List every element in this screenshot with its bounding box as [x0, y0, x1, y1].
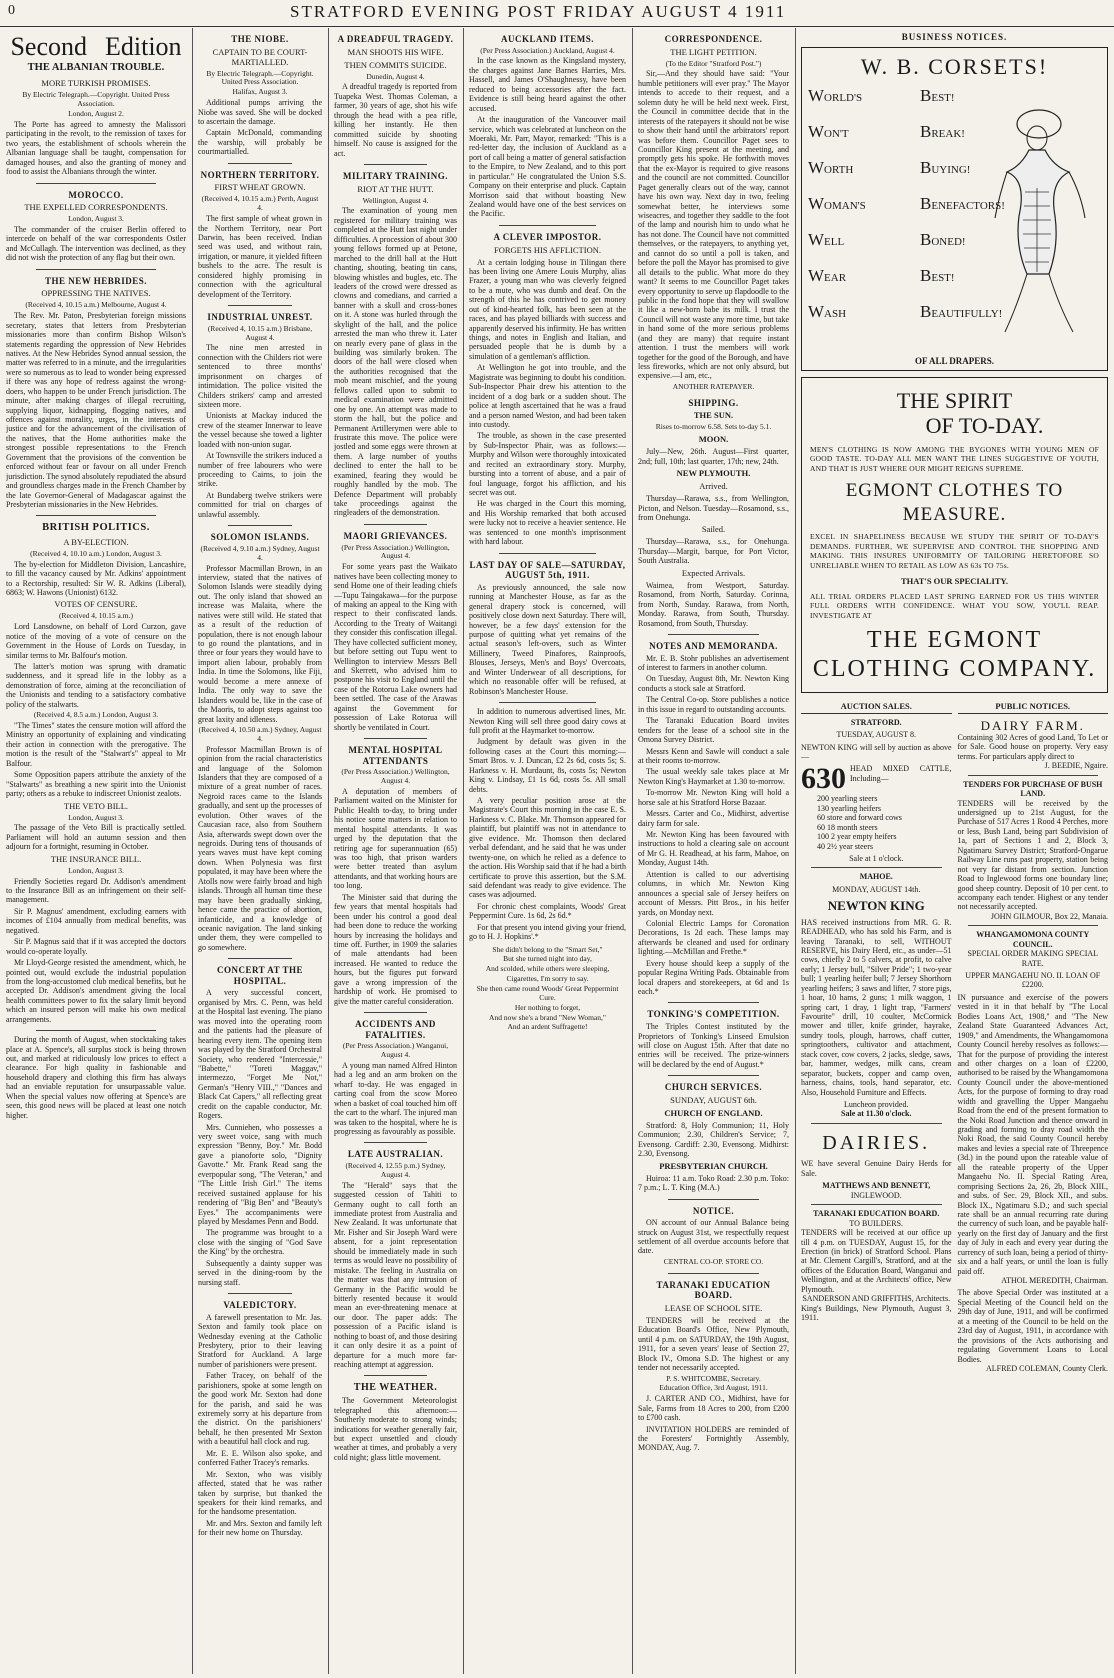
notes-headline: NOTES AND MEMORANDA.	[649, 640, 778, 651]
column-rule	[463, 28, 464, 1674]
notices-subcolumns	[801, 699, 1108, 1374]
corset-slogan-line: WORTH BUYING!	[808, 157, 971, 177]
column-5: CORRESPONDENCE. THE LIGHT PETITION. (To the Editor "Stratford Post.") Sir,—And they should have said: "Your humble petitioners will ever pray." The Mayor intends to accede to their request, and a solemn duty he will be held next week. First, the Council in committee decide that in the interests of the ratepayers it should not be wise to show their hand until the arbitrators' report was before them. Councillor Paget sees to Councillor King present at the meeting, and promptly gets his spoke. He forthwith moves that the ex-Mayor is required to give reasons and the council are not committed. Councillor Paget generally clears out of the way, cannot have his own way. Next day in two, feeling somewhat better, he interviews some wiseacres, and together they saddle to the foot of the lamp and nourish him to undo what he has not done. The Council have not committed themselves, or the ratepayers, to anything yet, and cannot do so until a poll is taken, and before the poll the Mayor has promised to give all details to the public. What more do they want? It seems to me Councillor Paget takes every opportunity to serve up flapdoodle to the public in the fond hope that they will swallow it like a new-born babe its milk. I trust the Council will not waste any more time, but take in hand some of the more serious problems (and they are many) that require instant attention. I trust the members will work together for the good of the Borough, and have less fireworks, which are not only absurd, but expensive.—I am, etc., ANOTHER RATEPAYER. SHIPPING. THE SUN. Rises to-morrow 6.58. Sets to-day 5.1. MOON. July—New, 26th. August—First quarter, 2nd; full, 10th; last quarter, 17th; new, 24th. NEW PLYMOUTH. Arrived. Thursday—Rarawa, s.s., from Wellington, Picton, and Nelson. Tuesday—Rosamond, s.s., from Onehunga. Sailed. Thursday—Rarawa, s.s., for Onehunga. Thursday—Margit, barque, for Port Victor, South Australia. Expected Arrivals. Waimea, from Westport, Saturday. Rosamond, from North, Saturday. Corinna, from North, Sunday. Rarawa, from North, Monday. Rarawa, from South, Thursday. Rosamond, from South, Thursday. NOTES AND MEMORANDA. Mr. E. B. Stohr publishes an advertisement of interest to farmers in another column. On Tuesday, August 8th, Mr. Newton King conducts a stock sale at Stratford. The Central Co-op. Store publishes a notice in this issue in regard to outstanding accounts. The Taranaki Education Board invites tenders for the lease of a school site in the Omona Survey District. Messrs Kenn and Sawle will conduct a sale at their rooms to-morrow. The usual weekly sale takes place at Mr Newton King's Haymarket at 1.30 to-morrow. To-morrow Mr. Newton King will hold a horse sale at his Stratford Horse Bazaar. Messrs. Carter and Co., Midhirst, advertise dairy farm for sale. Mr. Newton King has been favoured with instructions to hold a clearing sale on account of Mr G. H. Readhead, at his farm, Mahoe, on Monday, August 14th. Attention is called to our advertising columns, in which Mr. Newton King announces a special sale of Jersey heifers on account of Messrs. Pitt Bros., in his heifer yards, on Monday next. Colonial Electric Lamps for Coronation Decorations, 1s 2d each. These lamps may afterwards be cleaned and used for ordinary lighting.—McMillan and Frethe.* Every house should keep a supply of the popular Regina Writing Pads. Obtainable from local drapers and storekeepers, at 6d and 1s each.* TONKING'S COMPETITION. The Triples Contest instituted by the Proprietors of Tonking's Linseed Emulsion will close on August 15th. After that date no entries will be received. The prize-winners will be declared by the end of August.* CHURCH SERVICES. SUNDAY, AUGUST 6th. CHURCH OF ENGLAND. Stratford: 8, Holy Communion; 11, Holy Communion; 2.30, Children's Service; 7, Evensong. Cardiff: 2.30, Evensong. Midhirst: 2.30, Evensong. PRESBYTERIAN CHURCH. Huiroa: 11 a.m. Toko Road: 2.30 p.m. Toko: 7 p.m.; L. T. King (M.A.) NOTICE. ON account of our Annual Balance being struck on August 31st, we respectfully request settlement of all overdue accounts before that date. CENTRAL CO-OP. STORE CO. TARANAKI EDUCATION BOARD. LEASE OF SCHOOL SITE. TENDERS will be received at the Education Board's Office, New Plymouth, until 4 p.m. on SATURDAY, the 19th August, 1911, for a seven years' lease of Section 27, Block IV., Omona S.D. The highest or any tender not necessarily accepted. P. S. WHITCOMBE, Secretary. Education Office, 3rd August, 1911. J. CARTER AND CO., Midhirst, have for Sale, Farms from 18 Acres to 200, from £200 to £700 cash. INVITATION HOLDERS are reminded of the Foresters' Fortnightly Assembly, MONDAY, Aug. 7.	[638, 34, 789, 1453]
auction-item-list	[801, 794, 952, 851]
auction-item: 60 18 month steers	[817, 822, 878, 832]
shipping-headline: SHIPPING.	[688, 397, 739, 408]
impostor-headline: A CLEVER IMPOSTOR.	[493, 231, 602, 242]
column-rule	[795, 28, 796, 1674]
niobe-headline: THE NIOBE.	[231, 34, 289, 44]
business-notices-header: BUSINESS NOTICES.	[901, 32, 1008, 42]
valedictory-headline: VALEDICTORY.	[223, 1300, 297, 1311]
auckland-headline: AUCKLAND ITEMS.	[500, 34, 594, 44]
auction-item: 130 yearling heifers	[817, 803, 881, 813]
masthead	[0, 0, 1114, 27]
notice-headline: NOTICE.	[692, 1205, 735, 1216]
column-rule	[632, 28, 633, 1674]
corset-slogan-line: WEAR BEST!	[808, 265, 955, 285]
auction-item: 40 2½ year steers	[817, 841, 873, 851]
article-paragraph: The commander of the cruiser Berlin offered to intercede on behalf of the war correspondents Ostler and McCullagh. The intervention was declined, as they did not wish the protection of any flag but their own.	[6, 225, 186, 263]
spence-notice: During the month of August, when stocktaking takes place at A. Spence's, all surplus stock is being thrown out, and marked at ridiculously low prices to effect a clearance. For high quality in fashionable and household drapery and clothing this firm has always had an enviable reputation for unsurpassable value. When the special values now offering at Spence's are seen, this good news will be placed at least one notch higher.	[6, 1035, 186, 1120]
column-rule	[192, 28, 193, 1674]
hebrides-headline: THE NEW HEBRIDES.	[44, 275, 148, 286]
concert-headline: CONCERT AT THE HOSPITAL.	[216, 965, 304, 986]
public-notices: PUBLIC NOTICES. DAIRY FARM. Containing 302 Acres of good Land, To Let or for Sale. Good house on property. Very easy terms. For particulars apply direct to J. BEEDIE, Ngaire. TENDERS FOR PURCHASE OF BUSH LAND. TENDERS will be received by the undersigned up to 21st August, for the Purchase of 517 Acres 1 Rood 4 Perches, more or less, Bush Land, being part Subdivision of 1a, part of Sections 1 and 2, Block 3, Ngatimaru Survey District; Stratford-Ongarue Railway Line runs past property, station being not very far distant from section. Junction Road to Inglewood forms one boundary line; good sheep country. Deposit of 10 per cent. to accompany each tender. Highest or any tender not necessarily accepted. JOHN GILMOUR, Box 22, Manaia. WHANGAMOMONA COUNTY COUNCIL. SPECIAL ORDER MAKING SPECIAL RATE. UPPER MANGAEHU NO. II. LOAN OF £2200. IN pursuance and exercise of the powers vested in it in that behalf by "The Local Bodies Loans Act, 1908," and "The New Zealand State Guaranteed Advances Act, 1909," and Amendments, the Whangamomona County Council hereby resolves as follows:—That for the purpose of providing the interest and other charges on a loan of £2200, authorised to be raised by the Whangamomona County Council under the above-mentioned Acts, for the purpose of forming to dray road width and gravelling the Upper Mangaehu Road from the end of the present formation to the Noki Road Junction and thence onward in grading and forming to dray road width the Noki Road, the said County Council hereby makes and levies a special rate of Threepence (3d.) in the pound upon the rateable value of all the rateable property of the Upper Mangaehu No. II. Special Rating Area, comprising Sections 2a, 26, 2b, Block XIII., and subs. of Sec. 29, Block XII., and subs. Block IX., Ngatimaru S.D.; and such special rate shall be an annual recurring rate during the currency of such loan, and be payable half-yearly on the first day of January and the first day of July in each and every year during the currency of such loan, being a period of thirty-six and a half years, or until the loan is fully paid off. ATHOL MEREDITH, Chairman. The above Special Order was instituted at a Special Meeting of the Council held on the 29th day of June, 1911, and will be confirmed at a meeting of the Council to be held on the 23rd day of August, 1911, in accordance with the provisions of the Acts authorising and regulating Government Loans to Local Bodies. ALFRED COLEMAN, County Clerk.	[957, 700, 1108, 1373]
correspondence-headline: CORRESPONDENCE.	[664, 34, 763, 44]
column-rule	[328, 28, 329, 1674]
weather-headline: THE WEATHER.	[353, 1382, 438, 1394]
article-paragraph: The Porte has agreed to amnesty the Malissori participating in the revolt, to the remission of taxes for two years, the establishment of schools wherein the Albanian language shall be taught, compensation for damaged houses, and also the granting of money and food to assist the Albanians through the winter.	[6, 119, 186, 177]
tonking-headline: TONKING'S COMPETITION.	[647, 1009, 780, 1020]
territory-headline: NORTHERN TERRITORY.	[200, 169, 320, 180]
dairies-title: DAIRIES.	[822, 1131, 931, 1154]
politics-headline: BRITISH POLITICS.	[42, 522, 150, 534]
corsets-advert: W. B. CORSETS! WORLD'S BEST! WON'T BREAK! WORTH BUYING! WOMAN'S BENEFACTORS! WELL BONED! WEAR BEST! WASH BEAUTIFULLY! OF ALL DRAPERS.	[801, 47, 1108, 372]
auction-sales: AUCTION SALES. STRATFORD. TUESDAY, AUGUST 8. NEWTON KING will sell by auction as above— 630 HEAD MIXED CATTLE, Including— 200 yearling steers 130 yearling heifers 60 store and forward cows 60 18 month steers 100 2 year empty heifers 40 2½ year steers Sale at 1 o'clock. MAHOE. MONDAY, AUGUST 14th. NEWTON KING HAS received instructions from MR. G. R. READHEAD, who has sold his Farm, and is leaving Taranaki, to sell, WITHOUT RESERVE, his Dairy Herd, etc., as under—51 cows, chiefly 2 to 5 calvers, at profit, to calve early; 1 Jersey bull, "Silver Pride"; 1 two-year bull; 1 yearling heifer bull; 7 Jersey Shorthorn yearling heifers; 3 saws and lifter, 7 store pigs, 1 hoar, 10 hams, 2 guns; 1 milk waggon, 1 spring cart, 1 dray, 1 light trap, "Farmers' Favourite" drill, 10 coulter, McCormick mower and tiller, knife grinder, hayrake, sundry tools, plough, harrows, chaff cutter, springtoothers, cultivator and attachment, stack cover, cow covers, 2 jacks, sledge, saws, bar, hammer, wedges, milk cans, cream separator, buckets, copper and camp oven, harness, chains, tools, hand separator, etc. Also, Household Furniture and Effects. Luncheon provided. Sale at 11.30 o'clock. DAIRIES. WE have several Genuine Dairy Herds for Sale. MATTHEWS AND BENNETT, INGLEWOOD. TARANAKI EDUCATION BOARD. TO BUILDERS. TENDERS will be received at our office up till 4 p.m. on TUESDAY, August 15, for the Erection (in brick) of Stratford School. Plans at Mr. Clement Cargill's, Stratford, and at the offices of the Education Board, Wanganui and Wellington, and at the Architects' office, New Plymouth. SANDERSON AND GRIFFITHS, Architects. King's Buildings, New Plymouth, August 3, 1911.	[801, 700, 952, 1322]
tragedy-headline: A DREADFUL TRAGEDY.	[337, 34, 454, 44]
auction-item: 60 store and forward cows	[817, 813, 902, 823]
egmont-clothing-advert: THE SPIRIT OF TO-DAY. MEN'S CLOTHING IS NOW AMONG THE BYGONES WITH YOUNG MEN OF GOOD TASTE. TO-DAY ALL MEN WANT THE LINES SUGGESTIVE OF YOUTH, AND THAT IS JUST WHERE OUR MIGHT REIGNS SUPREME. EGMONT CLOTHES TO MEASURE. EXCEL IN SHAPELINESS BECAUSE WE STUDY THE SPIRIT OF TO-DAY'S DEMANDS. FURTHER, WE SUPERVISE AND CONTROL THE SHOPPING AND MAKING. THIS INSURES UNIFORMITY OF TAILORING HERETOFORE SO UNRELIABLE WHEN TO RETAIL AS LOW AS 63s TO 75s. THAT'S OUR SPECIALITY. ALL TRIAL ORDERS PLACED LAST SPRING EARNED FOR US THIS WINTER FULL ORDERS WITH CONFIDENCE. WHAT YOU SOW, YOU'LL REAP. INVESTIGATE AT THE EGMONT CLOTHING COMPANY.	[801, 377, 1108, 692]
corsets-title: W. B. CORSETS!	[860, 53, 1049, 79]
corset-slogan-line: WELL BONED!	[808, 229, 966, 249]
military-headline: MILITARY TRAINING.	[342, 170, 449, 181]
auction-item: 200 yearling steers	[817, 794, 878, 804]
egmont-clothes-banner: EGMONT CLOTHES TO MEASURE.	[845, 479, 1064, 525]
solomon-headline: SOLOMON ISLANDS.	[210, 532, 310, 543]
mental-headline: MENTAL HOSPITAL ATTENDANTS	[348, 745, 443, 766]
egmont-company-name: THE EGMONT CLOTHING COMPANY.	[812, 627, 1097, 682]
corset-slogan-line: WORLD'S BEST!	[808, 85, 955, 105]
auction-item: 100 2 year empty heifers	[817, 832, 897, 842]
column-4: AUCKLAND ITEMS. (Per Press Association.) Auckland, August 4. In the case known as the Kingsland mystery, the charges against Jane Barnes Harries, Mrs. Hassell, and James O'Shaughnessy, have been reduced to being accessories after the fact. Evidence is still being heard against the other accused. At the inauguration of the Vancouver mail service, which was celebrated at luncheon on the Moeraki, Mr. Parr, Mayor, remarked: "This is a red-letter day, the inclusion of Auckland as a port of call being a matter of general satisfaction to the Empire, to New Zealand, and to this port in particular." He congratulated the Union S.S. Company on their enterprise and pluck. Captain Morrison said that without boasting New Zealand would have one of the best services on the Pacific. A CLEVER IMPOSTOR. FORGETS HIS AFFLICTION. At a certain lodging house in Tilingan there has been living one Amere Louis Murphy, alias Frazer, a young man who was cleverly feigned to be a mute, who was dumb and deaf. On the strength of this he has contrived to get money out of kind-hearted folk, has been seen at the races, and has played billiards with success and apparently deserved his infirmity. He has written things, and notes in English and Italian, and persuaded people that he is dumb by a simulation of a gentleman's affliction. At Wellington he got into trouble, and the Magistrate was beginning to doubt his condition. Sub-Inspector Phair drew his attention to the incident of a dog bark or a sudden shout. The police at length ascertained that he was a fraud and a person named Weston, and had been taken into custody. The trouble, as shown in the case presented by Sub-Inspector Phair, was as follows:—Murphy and Wilson were thoroughly intoxicated and recited an extraordinary story. Murphy, bursting into a torrent of abuse, and a pair of foul language, forgot his affliction, and his secret was out. He was charged in the Court this morning, and His Worship remarked that both accused were lucky not to receive a heavier sentence. He was sentenced to one month's imprisonment with hard labour. LAST DAY OF SALE—SATURDAY, AUGUST 5th, 1911. As previously announced, the sale now running at Manchester House, as far as the general drapery stock is concerned, will positively close down next Saturday. There will, however, be a few days' extension for the purpose of quitting what yet remains of the actual season's left-overs, such as Winter Millinery, Tweed Pinafores, Rainproofs, Blouses, Jerseys, Men's and Boys' Overcoats, and Winter Underwear of all descriptions, for which no reasonable offer will be refused, at Robinson's Manchester House. In addition to numerous advertised lines, Mr. Newton King will sell three good dairy cows at full profit at the Haymarket to-morrow. Judgment by default was given in the following cases at the Court this morning:—Smart Bros. v. J. Duncan, £2 2s 6d, costs 5s; S. Harkness v. H. Murdaunt, 8s, costs 5s; Newton King v. Lindsay, £1 1s 6d, costs 5s. All small debts. A very peculiar position arose at the Magistrate's Court this morning in the case E. S. Harkness v. C. Blake. Mr. Thomson appeared for plaintiff, but plaintiff was not in attendance to give evidence. Mr. Thomson then declared verbal defendant, and he said that he was under twenty-one, on which he relied as a defence to the action. His Worship said that if he had a birth certificate to prove this assertion, but the S.M. said defendant was ready to give evidence. The cases was adjourned. For chronic chest complaints, Woods' Great Peppermint Cure. 1s 6d, 2s 6d.* For that present you intend giving your friend, go to H. J. Hopkins'.* She didn't belong to the "Smart Set," But she turned night into day, And scolded, while others were sleeping, Cigarettes, I'm sorry to say. She then came round Woods' Great Peppermint Cure. Her nothing to forget, And now she's a brand "New Woman," And an ardent Suffragette!	[469, 34, 626, 1032]
accidents-headline: ACCIDENTS AND FATALITIES.	[355, 1019, 436, 1040]
church-headline: CHURCH SERVICES.	[664, 1082, 763, 1093]
maori-headline: MAORI GRIEVANCES.	[343, 530, 448, 541]
column-3: A DREADFUL TRAGEDY. MAN SHOOTS HIS WIFE. THEN COMMITS SUICIDE. Dunedin, August 4. A dreadful tragedy is reported from Tuapeka West. Thomas Coleman, a farmer, 30 years of age, shot his wife through the head with a pea rifle, killing her instantly. He then committed suicide by shooting himself. No cause is assigned for the act. MILITARY TRAINING. RIOT AT THE HUTT. Wellington, August 4. The examination of young men registered for military training was completed at the Hutt last night under difficulties. A procession of about 300 young fellows formed up at Petone, marched to the drill hall at the Hutt chanting, shouting, beating tin cans, blowing whistles and bugles, etc. The leaders of the crowd were dressed as clowns and comedians, and carried a banner with a skull and cross-bones on it. A stone was hurled through the skylight of the hall, and the police arrested the man who threw it. Later on nearly every pane of glass in the building was similarly broken. The doors of the hall were closed when the authorities recognised that the mob meant mischief, and the young fellows called upon to submit to medical examination were admitted one by one. An attempt was made to storm the hall, but the police and Permanent Artillerymen were able to frustrate this move. The police were jostled and some eggs were thrown at them. A large number of youths declined to enter the hall to be examined, fearing they would be roughly handled by the mob. The Defence Department will probably take proceedings against the ringleaders of the demonstration. MAORI GRIEVANCES. (Per Press Association.) Wellington, August 4. For some years past the Waikato natives have been collecting money to send Home one of their leading chiefs—Tupu Taingakawa—for the purpose of making an appeal to the King with respect to their confiscated lands. According to the Treaty of Waitangi they consider this confiscation illegal. They have collected sufficient money, but before setting out Tupu went to Wellington to interview Messrs Bell and Skerrett, who advised him to postpone his visit to England until the case of the Rotorua Lake owners had been settled. The case of the Arawas against the Government for possession of Lake Rotorua will shortly be ventilated in Court. MENTAL HOSPITAL ATTENDANTS (Per Press Association.) Wellington, August 4. A deputation of members of Parliament waited on the Minister for Public Health to-day, to bring under his notice some matters in relation to mental hospital attendants. It was urged by the deputation that the retiring age for superannuation (65) was too high, that prison warders were better treated than asylum attendants, and that working hours are too long. The Minister said that during the few years that mental hospitals had been under his control a good deal had been done to reduce the working hours by increasing the holidays and time off. Further, in 1909 the salaries of male attendants had been increased. He wanted to reduce the hours, but the figures put forward gave a wrong impression of the hardship of work. He promised to give the matter careful consideration. ACCIDENTS AND FATALITIES. (Per Press Association.) Wanganui, August 4. A young man named Alfred Hinton had a leg and an arm broken on the wharf to-day. He was engaged in carting coal from the scow Moreo when a basket of coal touched him off the cart to the wharf. The injured man was taken to the hospital, where he is progressing as favourably as possible. LATE AUSTRALIAN. (Received 4, 12.55 p.m.) Sydney, August 4. The "Herald" says that the suggested cession of Tahiti to Germany ought to call forth an immediate protest from Australia and New Zealand. It was unfortunate that Mr. Fisher and Sir Joseph Ward were absent, for a joint representation should be immediately made in such terms as would leave no possibility of mistake. The feeling in Australia on the matter was that any intrusion of Germany in the Pacific would be bitterly resented because it would mean an ever-threatening menace at our door. The paper adds: The possession of a Pacific island is nothing to boast of, and those desiring it can only desire it as a point of departure for a much more far-reaching attempt at aggression. THE WEATHER. The Government Meteorologist telegraphed this afternoon:—Southerly moderate to strong winds; indications for weather generally fair, but expect unsettled and cloudy weather at times, and probably a very cold night; glass little movement.	[334, 34, 457, 1462]
corset-slogan-line: WON'T BREAK!	[808, 121, 965, 141]
page-number: 0	[8, 3, 17, 18]
spirit-title: THE SPIRIT OF TO-DAY.	[896, 388, 1044, 439]
second-edition-banner: Second Edition	[10, 32, 182, 61]
corset-slogan-line: WASH BEAUTIFULLY!	[808, 301, 1003, 321]
column-1: Second Edition THE ALBANIAN TROUBLE. MORE TURKISH PROMISES. By Electric Telegraph.—Copyright. United Press Association. London, August 2. The Porte has agreed to amnesty the Malissori participating in the revolt, to the remission of taxes for two years, the establishment of schools wherein the Albanian language shall be taught, compensation for damaged houses, and also the granting of money and food to assist the Albanians through the winter. MOROCCO. THE EXPELLED CORRESPONDENTS. London, August 3. The commander of the cruiser Berlin offered to intercede on behalf of the war correspondents Ostler and McCullagh. The intervention was declined, as they did not wish the protection of any flag but their own. THE NEW HEBRIDES. OPPRESSING THE NATIVES. (Received 4, 10.15 a.m.) Melbourne, August 4. The Rev. Mr. Paton, Presbyterian foreign missions secretary, states that letters from Presbyterian missionaries more than confirm Bishop Wilson's statements regarding the oppression of New Hebrides natives. At the New Hebrides Synod annual session, the matter was referred to in a minute, and the irregularities were so numerous as to lead to wonder being expressed if there was any hope of redress against the wrong-doers, who happen to be under French jurisdiction. The minute, after making charges of illegal recruiting, supplying liquor, kidnapping, flogging natives, and offences against morality, urges, in the interests of justice and for the advancement of the civilisation of the natives, that the Home authorities make the strongest possible representations to the French Government that the provisions of the convention be enforced without fear or favour on all under French jurisdiction. The synod absolutely repudiated the absurd and groundless charges made in the French Chamber by the late Governor-General of Madagascar against the Presbyterian missionaries in the New Hebrides. BRITISH POLITICS. A BY-ELECTION. (Received 4, 10.10 a.m.) London, August 3. The by-election for Middleton Division, Lancashire, to fill the vacancy caused by Mr. Adkins' appointment to a Rectorship, resulted: Sir W. R. Adkins (Liberal), 6863; W. Hawons (Unionist) 6132. VOTES OF CENSURE. (Received 4, 10.15 a.m.) Lord Lansdowne, on behalf of Lord Curzon, gave notice of the moving of a vote of censure on the Government in the House of Lords on Tuesday, in similar terms to Mr. Balfour's motion. The latter's motion was sprung with dramatic suddenness, and it spread life in the lobby as a demonstration of force, aiming at the reconciliation of the Unionists and tending to a satisfactory combative policy of the stalwarts. (Received 4, 8.5 a.m.) London, August 3. "The Times" states the censure motion will afford the Ministry an opportunity of explaining and vindicating their action in connection with the prerogative. The motion is the result of the "Stalwart's" appeal to Mr Balfour. Some Opposition papers attribute the anxiety of the "Stalwarts" as breathing a new spirit into the Unionist party; others as a rebuke to indiscreet Unionist zealots. THE VETO BILL. London, August 3. The passage of the Veto Bill is practically settled. Parliament will hold an autumn session and then adjourn for a fortnight, resuming in October. THE INSURANCE BILL. London, August 3. Friendly Societies regard Dr. Addison's amendment to the Insurance Bill as an infringement on their self-management. Sir P. Magnus' amendment, excluding earners with incomes of £104 annually from medical benefits, was negatived. Sir P. Magnus said that if it was accepted the doctors would co-operate loyally. Mr Lloyd-George resisted the amendment, which, he pointed out, would exclude the industrial population from the long-accustomed club medical benefits, but he accepted Dr. Addison's amendment giving the local health committees power to fix the salary limit beyond which an insured person will make his own medical arrangements. During the month of August, when stocktaking takes place at A. Spence's, all surplus stock is being thrown out, and marked at ridiculously low prices to effect a clearance. For high quality in fashionable and household drapery and clothing this firm has always had an enviable reputation for unsurpassable value. When the special values now offering at Spence's are seen, this good news will be placed at least one notch higher.	[6, 32, 186, 1120]
morocco-headline: MOROCCO.	[68, 189, 124, 200]
albanian-subhead: MORE TURKISH PROMISES.	[41, 78, 151, 89]
newspaper-title: STRATFORD EVENING POST FRIDAY AUGUST 4 1911	[290, 2, 787, 21]
australian-headline: LATE AUSTRALIAN.	[347, 1149, 444, 1160]
corset-lady-illustration	[977, 96, 1097, 336]
albanian-headline: THE ALBANIAN TROUBLE.	[27, 62, 165, 73]
unrest-headline: INDUSTRIAL UNREST.	[207, 312, 313, 323]
sale-headline: LAST DAY OF SALE—SATURDAY, AUGUST 5th, 1911.	[469, 559, 626, 581]
article-paragraph: The Rev. Mr. Paton, Presbyterian foreign missions secretary, states that letters from Presbyterian missionaries more than confirm Bishop Wilson's statements regarding the oppression of New Hebrides natives. At the New Hebrides Synod annual session, the matter was referred to in a minute, and the irregularities were so numerous as to lead to wonder being expressed if there was any hope of redress against the wrong-doers, who happen to be under French jurisdiction. The minute, after making charges of illegal recruiting, supplying liquor, kidnapping, flogging natives, and offences against morality, urges, in the interests of justice and for the advancement of the civilisation of the natives, that the Home authorities make the strongest possible representations to the French Government that the provisions of the convention be enforced without fear or favour on all under French jurisdiction. The synod absolutely repudiated the absurd and groundless charges made in the French Chamber by the late Governor-General of Madagascar against the Presbyterian missionaries in the New Hebrides.	[6, 311, 186, 509]
business-notices-column	[801, 32, 1108, 1672]
corset-slogan-line: WOMAN'S BENEFACTORS!	[808, 193, 1005, 213]
column-2: THE NIOBE. CAPTAIN TO BE COURT-MARTIALLED. By Electric Telegraph.—Copyright. United Press Association. Halifax, August 3. Additional pumps arriving the Niobe was saved. She will be docked to ascertain the damage. Captain McDonald, commanding the warship, will probably be courtmartialled. NORTHERN TERRITORY. FIRST WHEAT GROWN. (Received 4, 10.15 a.m.) Perth, August 4. The first sample of wheat grown in the Northern Territory, near Port Darwin, has been received. Indian seed was used, and without rain, irrigation, or manure, it yielded fifteen bushels to the acre. The result is considered highly promising in connection with the agricultural development of the Territory. INDUSTRIAL UNREST. (Received 4, 10.15 a.m.) Brisbane, August 4. The nine men arrested in connection with the Childers riot were sentenced to three months' imprisonment on charges of intimidation. The police visited the Childers strikers' camp and arrested sixteen more. Unionists at Mackay induced the crew of the steamer Innerwar to leave the vessel because she towed a lighter loaded with non-union sugar. At Townsville the strikers induced a number of free labourers who were proceeding to Cairns, to join the strike. At Bundaberg twelve strikers were committed for trial on charges of unlawful assembly. SOLOMON ISLANDS. (Received 4, 9.10 a.m.) Sydney, August 4. Professor Macmillan Brown, in an interview, stated that the natives of Solomon Islands were steadily dying out. The only island that showed an increase was Malaita, where the natives were still wild. He stated that as a result of the reduction of population, there is not enough labour to go round the plantations, and in three or four years they would have to import alien labour, probably from India. In time the Solomons, like Fiji, would become a mere annexe of India. The only way to save the Islanders would be, like in the case of the Maoris, to adopt steps against too great laxity and idleness. (Received 4, 10.50 a.m.) Sydney, August 4. Professor Macmillan Brown is of opinion from the racial characteristics and language of the Solomon Islanders that they are composed of a mixture of a great number of races. Negroid races came to the Islands gradually, and sent up the processes of evolution. Other waves of the Caucasian race, also from Southern Asia, afterwards swept down over the negroids. During tens of thousands of years waves must have kept coming down. When Polynesia was first populated, it may have been where the Atolls now were fairly broad and high islands. Through all human time these may have been gradually sinking, hence came the practice of abortion, infanticide, and a knowledge of oceanic navigation. The land sinking under them, they were compelled to go somewhere. CONCERT AT THE HOSPITAL. A very successful concert, organised by Mrs. C. Penn, was held at the Hospital last evening. The piano was moved into the operating room and the patients had the pleasure of hearing every item. The opening item was played by the Stratford Orchestral Society, who rendered "Intercessie," "Babette," "Toreti Maggav," intermezzo, "Forget Me Not," German's "Henry VIII.," "Dances and Black Cat Capers," all reflecting great credit on the capable conductor, Mr. Rogers. Mrs. Cunniehen, who possesses a very sweet voice, sang with much expression "Benny, Boy." Mr. Bodd gave a pianoforte solo, "Dignity Gavotte." Mr. Frank Read sang the everpopular song, "The Veteran," and "The Little Irish Girl." The items received sustained applause for his rendering of "Big Ben" and "Beauty's Eyes." The accompaniments were played by Mesdames Penn and Bodd. The programme was brought to a close with the singing of "God Save the King" by the orchestra. Subsequently a dainty supper was served in the dining-room by the nursing staff. VALEDICTORY. A farewell presentation to Mr. Jas. Sexton and family took place on Wednesday evening at the Catholic Presbytery, prior to their leaving Stratford for Auckland. A large number of parishioners were present. Father Tracey, on behalf of the parishioners, spoke at some length on the good work Mr. Sexton had done for the parish, and said he was extremely sorry at his departure from the district. On the parishioners' behalf, he then presented Mr Sexton with a beautiful hall clock and rug. Mr. E. E. Wilson also spoke, and conferred Father Tracey's remarks. Mr. Sexton, who was visibly affected, stated that he was rather taken by surprise, but thanked the speakers for their kind remarks, and for the handsome presentation. Mr. and Mrs. Sexton and family left for their new home on Thursday.	[198, 34, 322, 1538]
